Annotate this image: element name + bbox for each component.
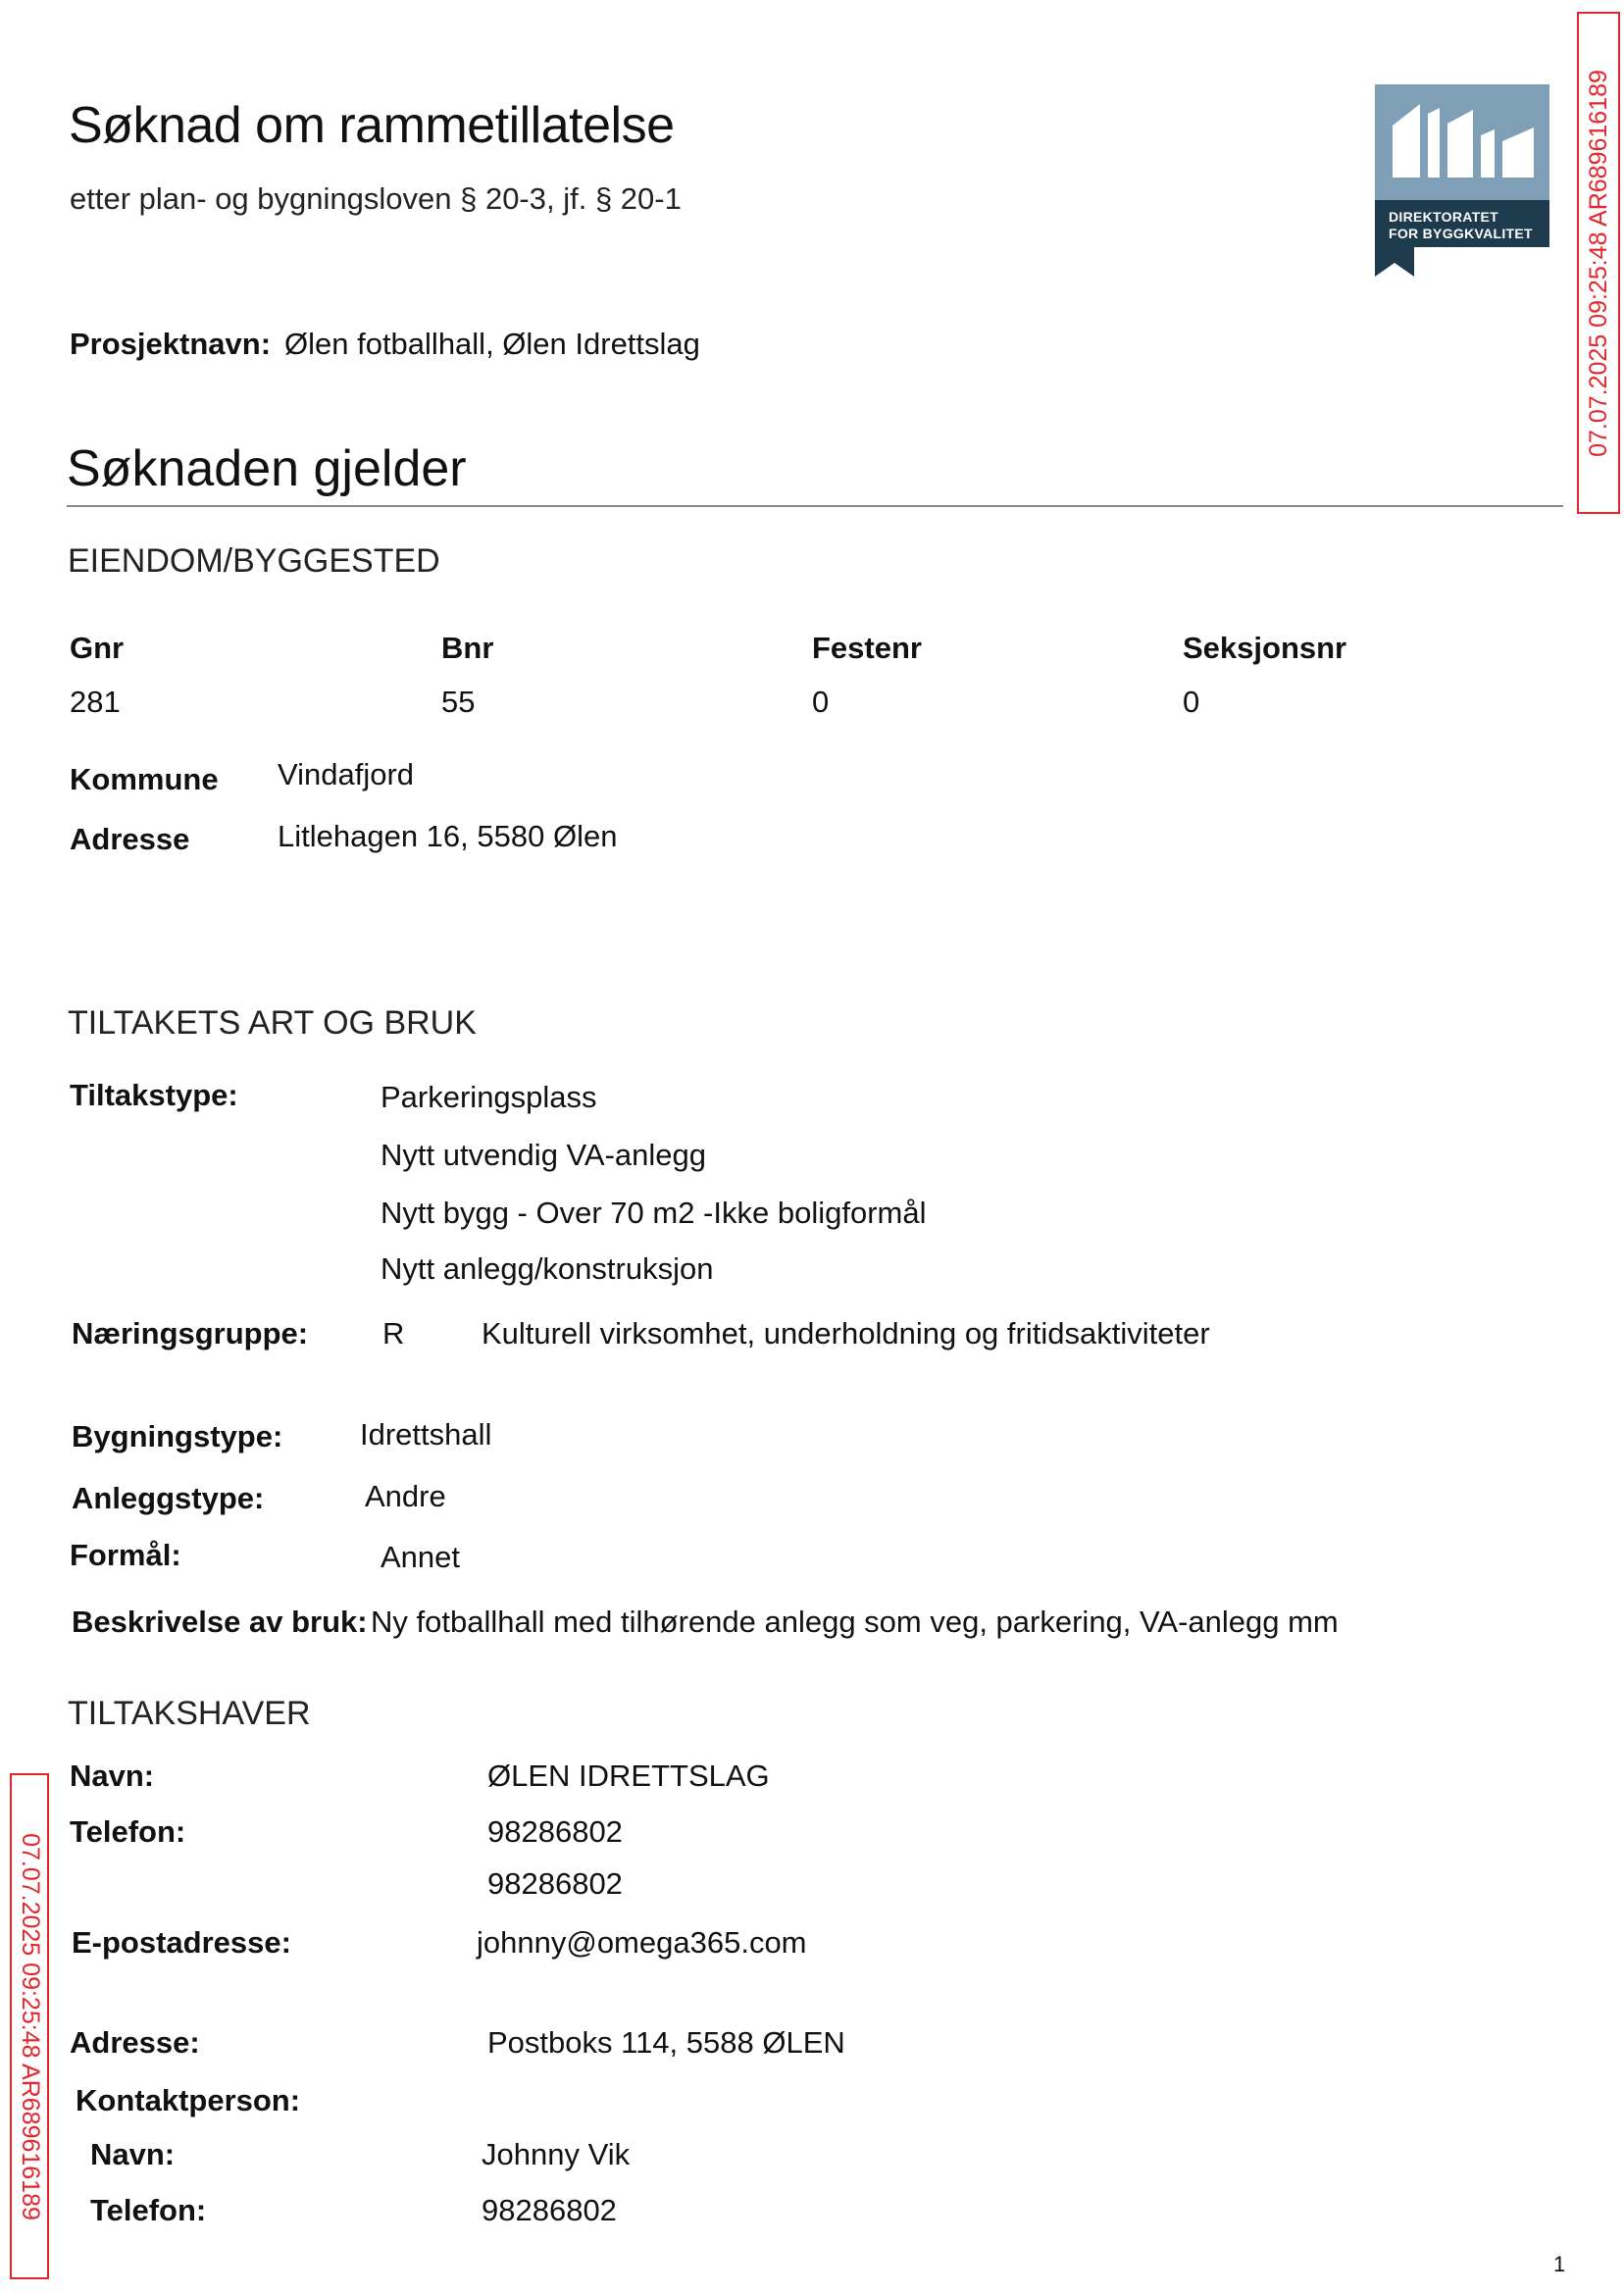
naeringsgruppe-label: Næringsgruppe: [72,1316,309,1351]
seksjonsnr-value: 0 [1183,685,1200,719]
kontakt-telefon-label: Telefon: [90,2193,207,2227]
telefon-value: 98286802 [487,1866,623,1901]
tiltakstype-item: Nytt anlegg/konstruksjon [381,1251,714,1286]
adresse-label: Adresse [70,822,190,856]
bnr-value: 55 [441,685,476,719]
seksjonsnr-label: Seksjonsnr [1183,631,1347,665]
epost-label: E-postadresse: [72,1925,291,1960]
beskrivelse-value: Ny fotballhall med tilhørende anlegg som veg, parkering, VA-anlegg mm [371,1605,1339,1639]
navn-label: Navn: [70,1759,155,1793]
formal-value: Annet [381,1540,461,1574]
beskrivelse-label: Beskrivelse av bruk: [72,1605,368,1639]
document-title: Søknad om rammetillatelse [69,97,675,154]
adresse-value: Postboks 114, 5588 ØLEN [487,2025,845,2060]
bygningstype-value: Idrettshall [360,1417,492,1452]
tiltak-heading: TILTAKETS ART OG BRUK [68,1004,477,1042]
timestamp-stamp-top [1577,12,1620,514]
timestamp-text: 07.07.2025 09:25:48 AR689616189 [1584,69,1612,457]
formal-label: Formål: [70,1538,181,1572]
logo-line-2: FOR BYGGKVALITET [1389,226,1533,241]
eiendom-heading: EIENDOM/BYGGESTED [68,542,440,580]
kontakt-telefon-value: 98286802 [482,2193,617,2227]
timestamp-stamp-bottom [10,1773,49,2279]
timestamp-text: 07.07.2025 09:25:48 AR689616189 [16,1832,44,2220]
kontakt-navn-label: Navn: [90,2137,176,2171]
navn-value: ØLEN IDRETTSLAG [487,1759,770,1793]
epost-value: johnny@omega365.com [477,1925,807,1960]
kontakt-navn-value: Johnny Vik [482,2137,631,2171]
tiltakstype-item: Parkeringsplass [381,1080,597,1114]
kontaktperson-label: Kontaktperson: [76,2083,301,2117]
telefon-value: 98286802 [487,1814,623,1849]
document-subtitle: etter plan- og bygningsloven § 20-3, jf. § 20-1 [70,181,682,216]
anleggstype-value: Andre [365,1479,446,1513]
tiltakstype-label: Tiltakstype: [70,1078,238,1112]
page-number: 1 [1553,2252,1566,2276]
dibk-logo-graphic [1375,84,1549,277]
bygningstype-label: Bygningstype: [72,1419,283,1453]
adresse-label: Adresse: [70,2025,200,2060]
project-name-label: Prosjektnavn: [70,327,272,361]
project-name-value: Ølen fotballhall, Ølen Idrettslag [284,327,700,361]
gnr-label: Gnr [70,631,125,665]
tiltakstype-item: Nytt bygg - Over 70 m2 -Ikke boligformål [381,1196,927,1230]
section-divider [67,505,1563,507]
bnr-label: Bnr [441,631,494,665]
anleggstype-label: Anleggstype: [72,1481,265,1515]
naeringsgruppe-text: Kulturell virksomhet, underholdning og fritidsaktiviteter [482,1316,1210,1351]
section-title: Søknaden gjelder [67,440,467,497]
naeringsgruppe-code: R [382,1316,405,1351]
logo-line-1: DIREKTORATET [1389,209,1498,225]
kommune-value: Vindafjord [278,757,415,791]
kommune-label: Kommune [70,762,219,796]
tiltakstype-item: Nytt utvendig VA-anlegg [381,1138,707,1172]
telefon-label: Telefon: [70,1814,186,1849]
gnr-value: 281 [70,685,121,719]
dibk-logo [1375,84,1549,277]
festenr-value: 0 [812,685,830,719]
adresse-value: Litlehagen 16, 5580 Ølen [278,819,618,853]
festenr-label: Festenr [812,631,922,665]
tiltakshaver-heading: TILTAKSHAVER [68,1695,311,1732]
